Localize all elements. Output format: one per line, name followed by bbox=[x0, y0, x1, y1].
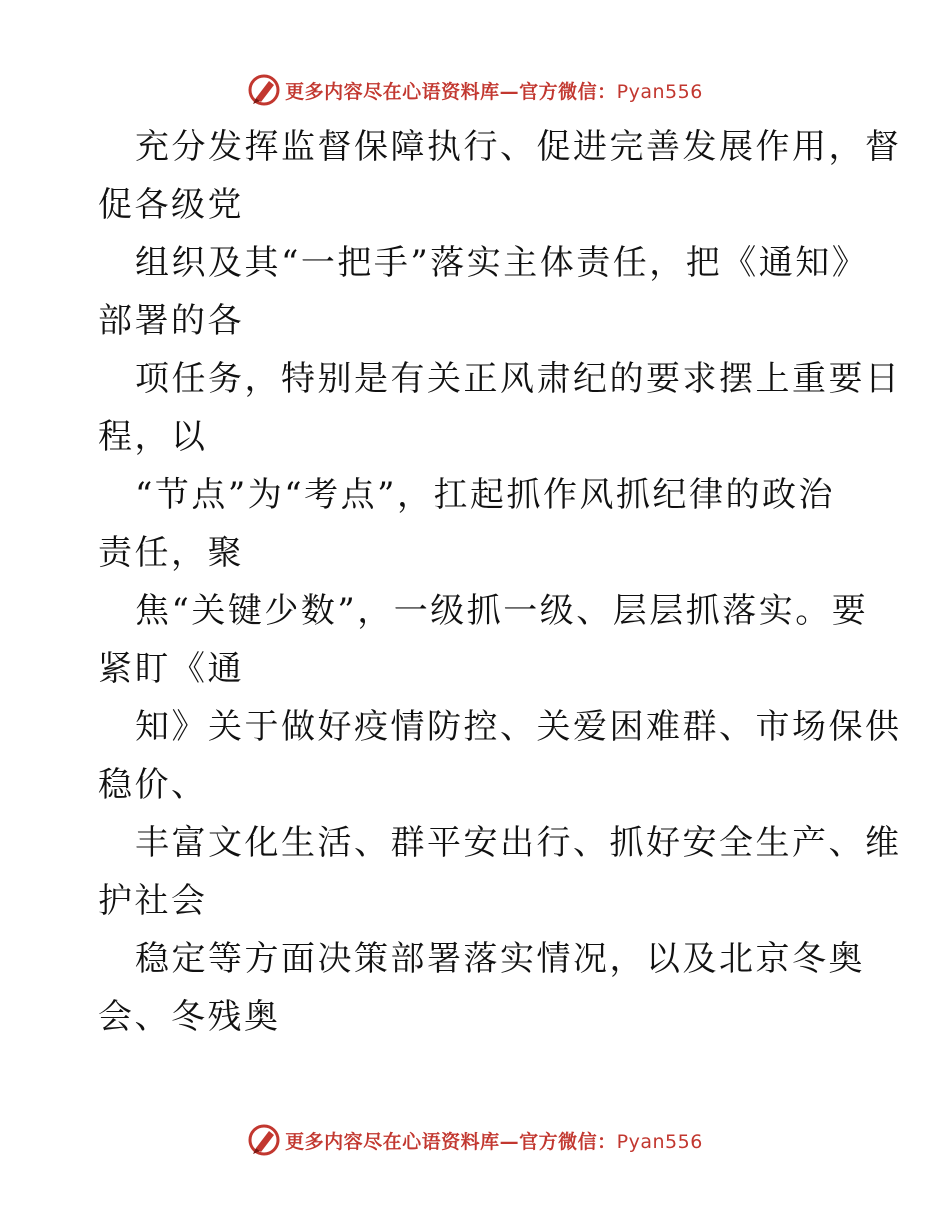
paragraph-line: 程，以 bbox=[98, 417, 208, 457]
header-banner-text: 更多内容尽在心语资料库—官方微信：Pyan556 bbox=[285, 80, 703, 103]
paragraph-line: 充分发挥监督保障执行、促进完善发展作用，督 bbox=[135, 127, 902, 167]
paragraph bbox=[98, 234, 869, 350]
footer-wechat-id: Pyan556 bbox=[616, 1130, 703, 1153]
paragraph-line: “节点”为“考点”，扛起抓作风抓纪律的政治 bbox=[135, 475, 836, 515]
paragraph bbox=[98, 466, 858, 582]
paragraph-line: 部署的各 bbox=[98, 301, 244, 341]
paragraph-line: 护社会 bbox=[98, 881, 208, 921]
paragraph-line: 丰富文化生活、群平安出行、抓好安全生产、维 bbox=[135, 823, 902, 863]
paragraph-line: 稳价、 bbox=[98, 765, 208, 805]
paragraph bbox=[98, 814, 902, 930]
paragraph-line: 组织及其“一把手”落实主体责任，把《通知》 bbox=[135, 243, 869, 283]
header-banner bbox=[0, 70, 950, 110]
paragraph-line: 稳定等方面决策部署落实情况，以及北京冬奥 bbox=[135, 939, 865, 979]
document-body bbox=[98, 118, 902, 1046]
pen-logo-icon bbox=[247, 1123, 281, 1157]
paragraph bbox=[98, 930, 865, 1046]
paragraph bbox=[98, 582, 869, 698]
header-wechat-id: Pyan556 bbox=[616, 80, 703, 103]
paragraph bbox=[98, 118, 902, 234]
paragraph-line: 紧盯《通 bbox=[98, 649, 244, 689]
paragraph-line: 促各级党 bbox=[98, 185, 244, 225]
paragraph bbox=[98, 350, 902, 466]
paragraph-line: 焦“关键少数”，一级抓一级、层层抓落实。要 bbox=[135, 591, 869, 631]
paragraph-line: 知》关于做好疫情防控、关爱困难群、市场保供 bbox=[135, 707, 902, 747]
paragraph-line: 责任，聚 bbox=[98, 533, 244, 573]
paragraph-line: 项任务，特别是有关正风肃纪的要求摆上重要日 bbox=[135, 359, 902, 399]
pen-logo-icon bbox=[247, 73, 281, 107]
paragraph-line: 会、冬残奥 bbox=[98, 997, 281, 1037]
footer-banner bbox=[0, 1120, 950, 1160]
paragraph bbox=[98, 698, 902, 814]
footer-banner-text: 更多内容尽在心语资料库—官方微信：Pyan556 bbox=[285, 1130, 703, 1153]
